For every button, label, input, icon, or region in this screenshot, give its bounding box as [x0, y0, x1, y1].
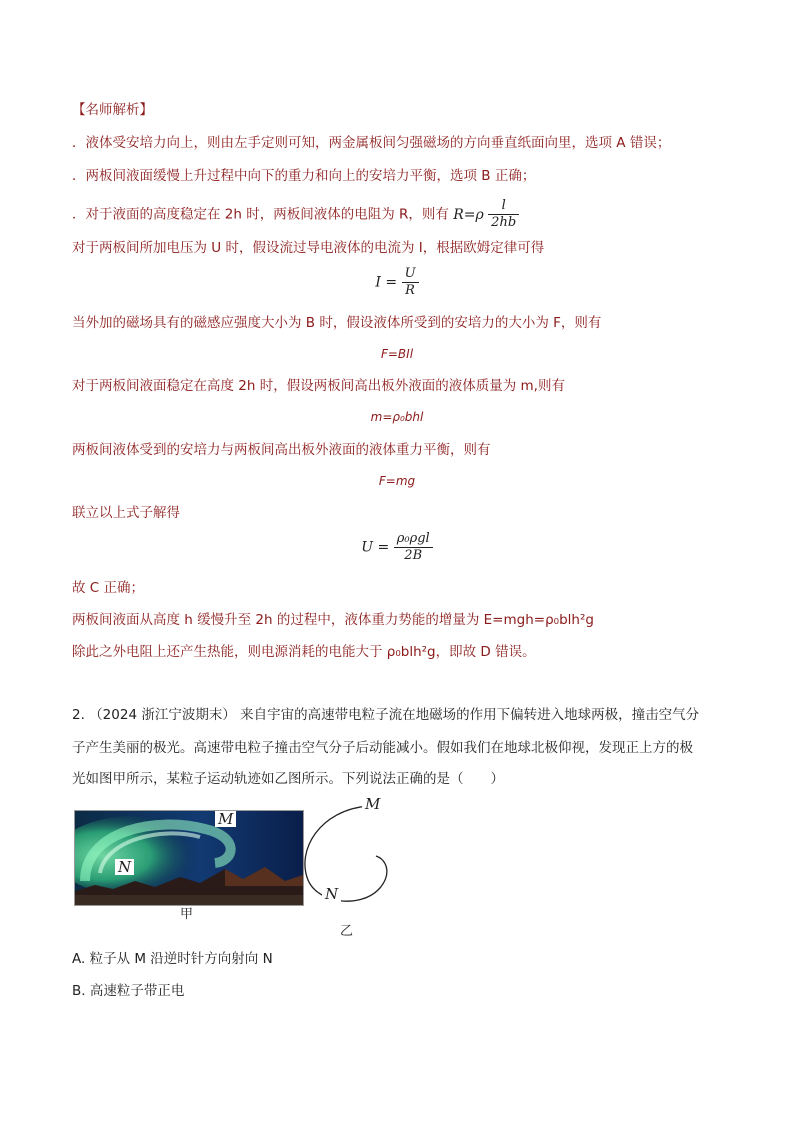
balance-equation: F=mg: [378, 474, 416, 488]
town-lights: [75, 895, 303, 905]
ohms-law-lhs: I =: [375, 274, 398, 291]
voltage-lhs: U =: [361, 539, 390, 556]
analysis-line-7: 两板间液体受到的安培力与两板间高出板外液面的液体重力平衡，则有: [72, 442, 491, 458]
analysis-line-3-text: ．对于液面的高度稳定在 2h 时，两板间液体的电阻为 R，则有: [72, 206, 454, 223]
aurora-photo: [74, 810, 304, 906]
aurora-image: [75, 811, 303, 905]
figure-b-caption: 乙: [340, 924, 354, 939]
analysis-line-3: [72, 198, 519, 231]
voltage-denominator: 2B: [404, 548, 423, 563]
resistance-denominator: 2hb: [491, 215, 517, 230]
analysis-line-11: 除此之外电阻上还产生热能，则电源消耗的电能大于 ρ₀blh²g，即故 D 错误。: [72, 644, 536, 660]
ohms-law-equation: [0, 266, 794, 299]
ohms-law-numerator: U: [402, 266, 419, 283]
resistance-formula-lhs: R=ρ: [453, 206, 484, 223]
option-b: B. 高速粒子带正电: [72, 983, 185, 999]
label-n-trajectory: N: [322, 886, 341, 902]
resistance-formula: [453, 198, 519, 230]
resistance-numerator: l: [488, 198, 519, 215]
ohms-law-denominator: R: [405, 283, 415, 298]
voltage-equation: [0, 531, 794, 564]
label-m-trajectory: M: [362, 796, 383, 812]
mass-equation: m=ρ₀bhl: [370, 410, 424, 424]
ohms-law-fraction: [402, 266, 419, 299]
resistance-fraction: [488, 198, 519, 231]
analysis-line-10: 两板间液面从高度 h 缓慢升至 2h 的过程中，液体重力势能的增量为 E=mgh=ρ₀blh²g: [72, 612, 594, 628]
analysis-line-1: ．液体受安培力向上，则由左手定则可知，两金属板间匀强磁场的方向垂直纸面向里，选项 A 错误；: [72, 135, 671, 151]
analysis-line-9: 故 C 正确；: [72, 580, 145, 596]
label-m-photo: M: [215, 811, 236, 827]
analysis-heading: 【名师解析】: [72, 102, 153, 118]
option-a: A. 粒子从 M 沿逆时针方向射向 N: [72, 951, 273, 967]
question-line-2: 子产生美丽的极光。高速带电粒子撞击空气分子后动能减小。假如我们在地球北极仰视，发现正上方的极: [72, 740, 693, 756]
analysis-line-4: 对于两板间所加电压为 U 时，假设流过导电液体的电流为 I，根据欧姆定律可得: [72, 240, 545, 256]
analysis-line-2: ．两板间液面缓慢上升过程中向下的重力和向上的安培力平衡，选项 B 正确；: [72, 168, 536, 184]
analysis-line-8: 联立以上式子解得: [72, 505, 180, 521]
ampere-force-equation: F=BIl: [380, 347, 414, 361]
trajectory-diagram: [300, 800, 390, 910]
analysis-line-6: 对于两板间液面稳定在高度 2h 时，假设两板间高出板外液面的液体质量为 m,则有: [72, 378, 565, 394]
figure-a-caption: 甲: [180, 907, 194, 922]
question-line-1: 2. （2024 浙江宁波期末） 来自宇宙的高速带电粒子流在地磁场的作用下偏转进入地球两极，撞击空气分: [72, 707, 700, 723]
label-n-photo: N: [115, 859, 134, 875]
voltage-numerator: ρ₀ρgl: [394, 531, 433, 548]
particle-trajectory: [305, 806, 387, 901]
voltage-fraction: [394, 531, 433, 564]
question-line-3: 光如图甲所示，某粒子运动轨迹如乙图所示。下列说法正确的是（ ）: [72, 771, 504, 787]
analysis-line-5: 当外加的磁场具有的磁感应强度大小为 B 时，假设液体所受到的安培力的大小为 F，则有: [72, 315, 602, 331]
